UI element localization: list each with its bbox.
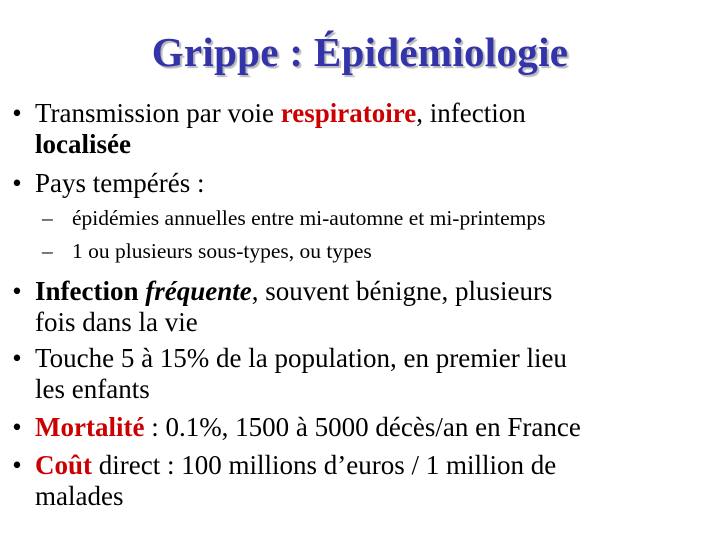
bullet-infection-frequente-text (35, 276, 695, 338)
bullet-infection-frequente-line-2: fois dans la vie (35, 307, 198, 337)
bullet-dot: • (12, 450, 22, 480)
text-span: , souvent bénigne, plusieurs (251, 276, 553, 306)
bullet-touche-line-1: Touche 5 à 15% de la population, en premier lieu (35, 343, 567, 373)
sub-bullet-sous-types-text: 1 ou plusieurs sous-types, ou types (72, 239, 372, 263)
slide-title: Grippe : Épidémiologie (151, 29, 569, 75)
text-span: , infection (416, 98, 526, 128)
bullet-transmission-line-1 (35, 98, 695, 129)
bullet-pays-temperes-text: Pays tempérés : (35, 168, 205, 198)
highlight-cout: Coût (35, 450, 93, 480)
bullet-infection-frequente-line-1 (35, 276, 695, 307)
highlight-mortalite: Mortalité (35, 412, 145, 442)
bullet-dot: • (12, 343, 22, 373)
bullet-mortalite-text (35, 412, 695, 443)
sub-bullet-dash: – (42, 239, 53, 263)
bold-italic-frequente: fréquente (145, 276, 252, 306)
bullet-touche-line-2: les enfants (35, 374, 150, 404)
sub-bullet-dash: – (42, 206, 53, 230)
bullet-transmission-line-2: localisée (35, 129, 131, 159)
bullet-touche-text (35, 343, 695, 405)
bullet-transmission-text (35, 98, 695, 160)
bullet-dot: • (12, 412, 22, 442)
text-span: : 0.1%, 1500 à 5000 décès/an en France (144, 412, 581, 442)
bullet-dot: • (12, 276, 22, 306)
bullet-dot: • (12, 168, 22, 198)
bullet-dot: • (12, 98, 22, 128)
highlight-respiratoire: respiratoire (280, 98, 417, 128)
bullet-cout-line-1 (35, 450, 695, 481)
text-span: Transmission par voie (35, 98, 281, 128)
bold-infection: Infection (35, 276, 146, 306)
bullet-cout-line-2: malades (35, 481, 124, 511)
bullet-cout-text (35, 450, 695, 512)
sub-bullet-epidemies-text: épidémies annuelles entre mi-automne et mi-printemps (72, 206, 546, 230)
text-span: direct : 100 millions d’euros / 1 million de (92, 450, 557, 480)
